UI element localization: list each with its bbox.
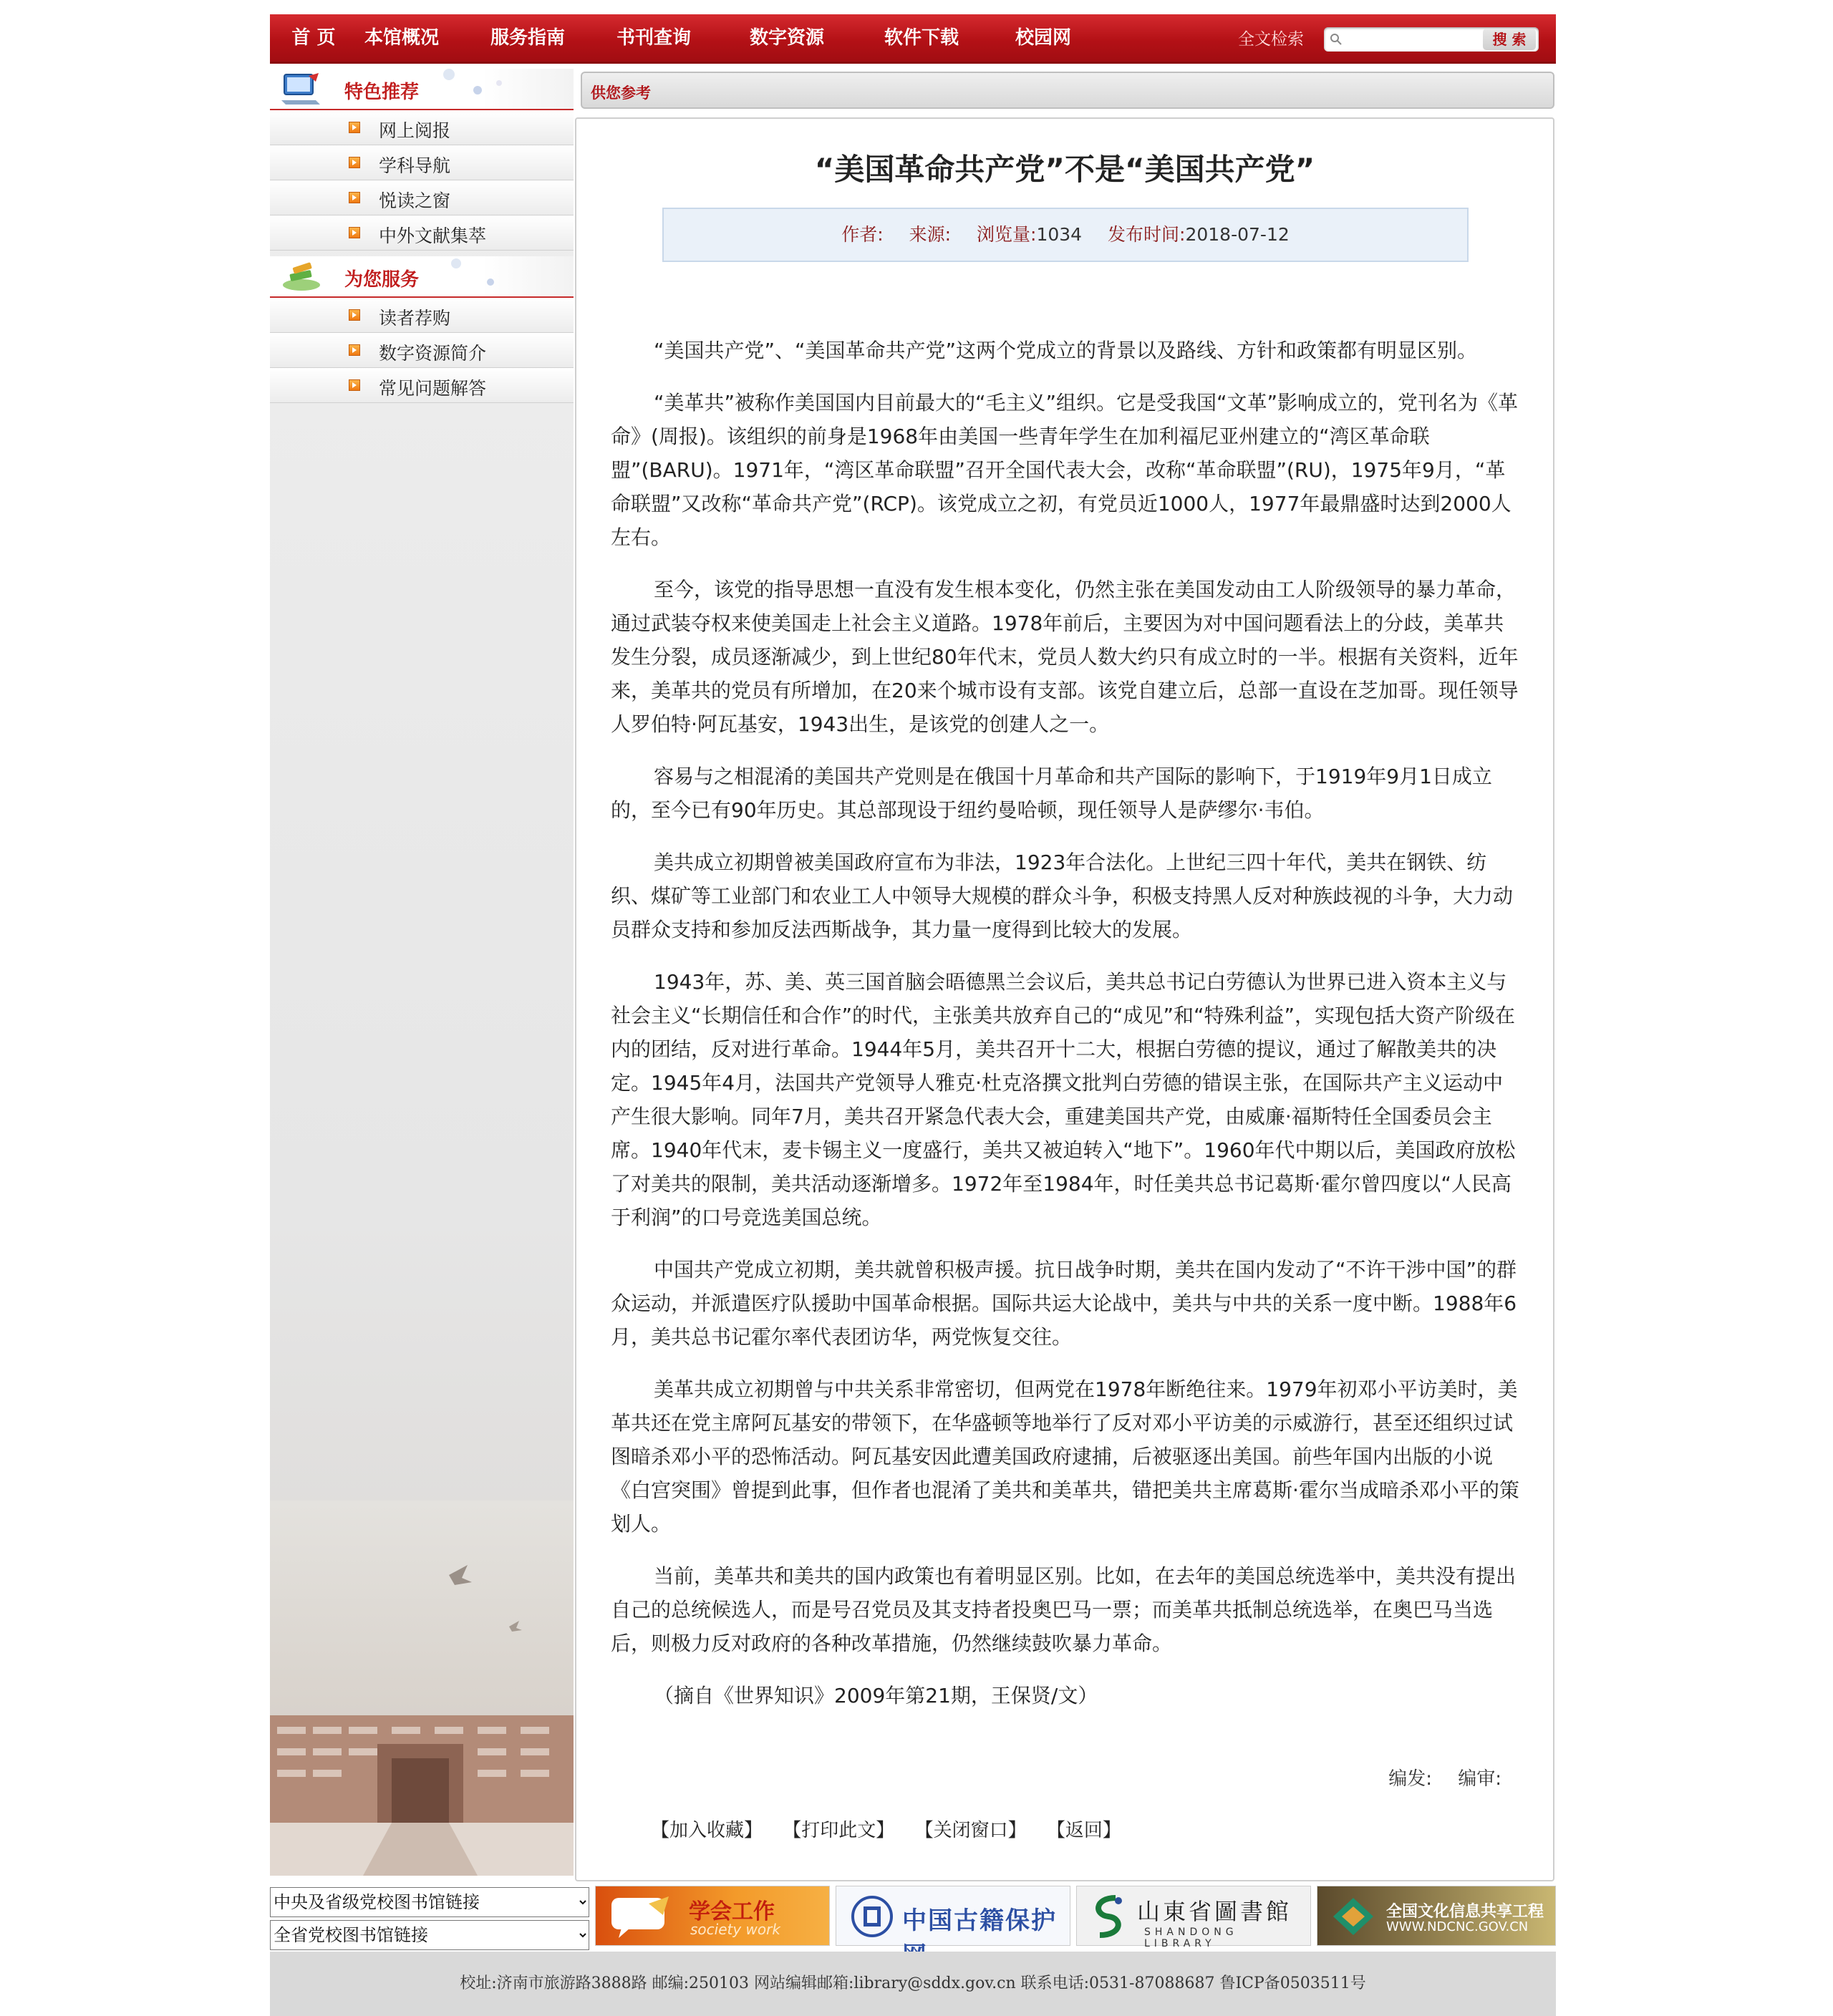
sidebar-item-purchase-recommendation[interactable] xyxy=(270,298,574,333)
article-paragraph: 当前，美革共和美共的国内政策也有着明显区别。比如，在去年的美国总统选举中，美共没有提出自己的总统候选人，而是号召党员及其支持者投奥巴马一票；而美革共抵制总统选举，在奥巴马当选后，则极力反对政府的各种改革措施，仍然继续鼓吹暴力革命。 xyxy=(611,1564,1517,1655)
nav-catalog[interactable]: 书刊查询 xyxy=(616,27,691,49)
banner-title: 山東省圖書館 xyxy=(1137,1898,1292,1925)
article-paragraph: 中国共产党成立初期，美共就曾积极声援。抗日战争时期，美共在国内发动了“不许干涉中国”的群众运动，并派遣医疗队援助中国革命根据。国际共运大论战中，美共与中共的关系一度中断。1988年6月，美共总书记霍尔率代表团访华，两党恢复交往。 xyxy=(611,1258,1517,1349)
search-label: 全文检索 xyxy=(1238,30,1304,49)
sidebar-section-services xyxy=(270,256,574,298)
back-link[interactable]: 【返回】 xyxy=(1046,1820,1121,1841)
author-label: 作者: xyxy=(841,224,884,245)
arrow-bullet-icon xyxy=(349,157,360,168)
editor-info xyxy=(1368,1764,1501,1790)
article-paragraph: 容易与之相混淆的美国共产党则是在俄国十月革命和共产国际的影响下，于1919年9月1日成立的，至今已有90年历史。其总部现设于纽约曼哈顿，现任领导人是萨缪尔·韦伯。 xyxy=(611,765,1492,822)
link-selects xyxy=(270,1887,589,1953)
article-meta xyxy=(662,208,1469,262)
nav-campus[interactable]: 校园网 xyxy=(1015,27,1071,49)
arrow-bullet-icon xyxy=(349,379,360,391)
sidebar-item-label: 网上阅报 xyxy=(379,120,451,141)
article-source-note: （摘自《世界知识》2009年第21期，王保贤/文） xyxy=(654,1684,1098,1707)
banner-title: 学会工作 xyxy=(689,1899,775,1924)
print-link[interactable]: 【打印此文】 xyxy=(783,1820,895,1841)
article-paragraph: “美革共”被称作美国国内目前最大的“毛主义”组织。它是受我国“文革”影响成立的，党刊名为《革命》(周报)。该组织的前身是1968年由美国一些青年学生在加利福尼亚州建立的“湾区革命联盟”(BARU)。1971年，“湾区革命联盟”召开全国代表大会，改称“革命联盟”(RU)，1975年9月，“革命联盟”又改称“革命共产党”(RCP)。该党成立之初，有党员近1000人，1977年最鼎盛时达到2000人左右。 xyxy=(611,391,1519,549)
sidebar-item-label: 数字资源简介 xyxy=(379,343,487,364)
nav-home[interactable]: 首 页 xyxy=(291,27,336,49)
sidebar-item-label: 学科导航 xyxy=(379,155,451,176)
sidebar-item-reading-window[interactable] xyxy=(270,180,574,215)
article-paragraph: 1943年，苏、美、英三国首脑会晤德黑兰会议后，美共总书记白劳德认为世界已进入资本主义与社会主义“长期信任和合作”的时代，主张美共放弃自己的“成见”和“特殊利益”，实现包括大资产阶级在内的团结，反对进行革命。1944年5月，美共召开十二大，根据白劳德的提议，通过了解散美共的决定。1945年4月，法国共产党领导人雅克·杜克洛撰文批判白劳德的错误主张，在国际共产主义运动中产生很大影响。同年7月，美共召开紧急代表大会，重建美国共产党，由威廉·福斯特任全国委员会主席。1940年代末，麦卡锡主义一度盛行，美共又被迫转入“地下”。1960年代中期以后，美国政府放松了对美共的限制，美共活动逐渐增多。1972年至1984年，时任美共总书记葛斯·霍尔曾四度以“人民高于利润”的口号竞选美国总统。 xyxy=(611,970,1516,1229)
banner-subtitle: WWW.NDCNC.GOV.CN xyxy=(1386,1919,1529,1934)
sidebar-section-featured xyxy=(270,69,574,110)
sidebar-item-subject-navigation[interactable] xyxy=(270,145,574,180)
decorative-dots-icon xyxy=(427,69,513,109)
library-building-photo xyxy=(270,1501,574,1876)
article xyxy=(575,117,1554,1881)
arrow-bullet-icon xyxy=(349,309,360,321)
sidebar-item-label: 悦读之窗 xyxy=(379,190,451,211)
article-actions xyxy=(651,1816,1136,1842)
views-count: 1034 xyxy=(1036,224,1083,245)
arrow-bullet-icon xyxy=(349,227,360,238)
article-paragraph: 美革共成立初期曾与中共关系非常密切，但两党在1978年断绝往来。1979年初邓小平访美时，美革共还在党主席阿瓦基安的带领下，在华盛顿等地举行了反对邓小平访美的示威游行，甚至还组织过试图暗杀邓小平的恐怖活动。阿瓦基安因此遭美国政府逮捕，后被驱逐出美国。前些年国内出版的小说《白宫突围》曾提到此事，但作者也混淆了美共和美革共，错把美共主席葛斯·霍尔当成暗杀邓小平的策划人。 xyxy=(611,1377,1519,1536)
section-header xyxy=(581,72,1554,109)
speech-bubble-icon xyxy=(606,1894,677,1939)
banner-title: 全国文化信息共享工程 xyxy=(1386,1903,1544,1921)
central-library-links-select[interactable] xyxy=(270,1887,589,1917)
books-icon xyxy=(280,259,323,294)
article-paragraph: “美国共产党”、“美国革命共产党”这两个党成立的背景以及路线、方针和政策都有明显区别。 xyxy=(654,339,1478,362)
page xyxy=(270,14,1556,2016)
diamond-logo-icon xyxy=(1330,1895,1376,1938)
banner-subtitle: SHANDONG LIBRARY xyxy=(1144,1927,1238,1949)
article-title: “美国革命共产党”不是“美国共产党” xyxy=(814,152,1315,187)
society-work-banner[interactable] xyxy=(595,1886,830,1946)
arrow-bullet-icon xyxy=(349,122,360,133)
nav-about[interactable]: 本馆概况 xyxy=(364,27,439,49)
sidebar-item-literature-collection[interactable] xyxy=(270,215,574,251)
article-body xyxy=(611,334,1522,1731)
sidebar xyxy=(270,69,574,1876)
sidebar-item-label: 读者荐购 xyxy=(379,308,451,329)
search-input[interactable] xyxy=(1344,29,1480,50)
sidebar-item-label: 常见问题解答 xyxy=(379,378,487,399)
computer-icon xyxy=(280,72,323,106)
section-header-label: 供您参考 xyxy=(591,84,651,102)
reviewer-label: 编审: xyxy=(1458,1768,1501,1790)
close-window-link[interactable]: 【关闭窗口】 xyxy=(914,1820,1027,1841)
ancient-books-banner[interactable] xyxy=(836,1886,1070,1946)
banner-subtitle: society work xyxy=(690,1921,780,1938)
sidebar-section-title: 为您服务 xyxy=(344,269,420,291)
publisher-label: 编发: xyxy=(1388,1768,1432,1790)
arrow-bullet-icon xyxy=(349,192,360,203)
library-logo-icon xyxy=(1087,1894,1130,1939)
nav-digital-resources[interactable]: 数字资源 xyxy=(749,27,824,49)
sidebar-item-label: 中外文献集萃 xyxy=(379,226,487,246)
article-paragraph: 至今，该党的指导思想一直没有发生根本变化，仍然主张在美国发动由工人阶级领导的暴力革命，通过武装夺权来使美国走上社会主义道路。1978年前后，主要因为对中国问题看法上的分歧，美革共发生分裂，成员逐渐减少，到上世纪80年代末，党员人数大约只有成立时的一半。根据有关资料，近年来，美革共的党员有所增加，在20来个城市设有支部。该党自建立后，总部一直设在芝加哥。现任领导人罗伯特·阿瓦基安，1943出生，是该党的创建人之一。 xyxy=(611,578,1519,736)
banner-title: 中国古籍保护 xyxy=(902,1906,1057,1935)
culture-sharing-banner[interactable] xyxy=(1317,1886,1556,1946)
search-icon xyxy=(1330,33,1343,46)
sidebar-item-digital-resources-intro[interactable] xyxy=(270,333,574,368)
views-label: 浏览量: xyxy=(977,224,1037,245)
publish-date: 2018-07-12 xyxy=(1185,224,1290,245)
search-button[interactable]: 搜 索 xyxy=(1483,29,1536,50)
footer: 校址:济南市旅游路3888路 邮编:250103 网站编辑邮箱:library@sddx.gov.cn 联系电话:0531-87088687 鲁ICP备0503511号 xyxy=(270,1952,1556,2016)
add-favorite-link[interactable]: 【加入收藏】 xyxy=(651,1820,763,1841)
sidebar-item-online-newspapers[interactable] xyxy=(270,110,574,145)
decorative-dots-icon xyxy=(427,256,513,296)
top-nav xyxy=(270,14,1556,64)
arrow-bullet-icon xyxy=(349,344,360,356)
search-box xyxy=(1324,27,1539,52)
date-label: 发布时间: xyxy=(1108,224,1186,245)
nav-guide[interactable]: 服务指南 xyxy=(490,27,565,49)
sidebar-item-faq[interactable] xyxy=(270,368,574,403)
sidebar-section-title: 特色推荐 xyxy=(344,82,420,103)
seal-icon xyxy=(851,1895,894,1938)
provincial-library-links-select[interactable] xyxy=(270,1920,589,1950)
article-paragraph: 美共成立初期曾被美国政府宣布为非法，1923年合法化。上世纪三四十年代，美共在钢铁、纺织、煤矿等工业部门和农业工人中领导大规模的群众斗争，积极支持黑人反对种族歧视的斗争，大力动员群众支持和参加反法西斯战争，其力量一度得到比较大的发展。 xyxy=(611,850,1514,941)
nav-software[interactable]: 软件下载 xyxy=(884,27,959,49)
shandong-library-banner[interactable] xyxy=(1076,1886,1311,1949)
source-label: 来源: xyxy=(909,224,952,245)
